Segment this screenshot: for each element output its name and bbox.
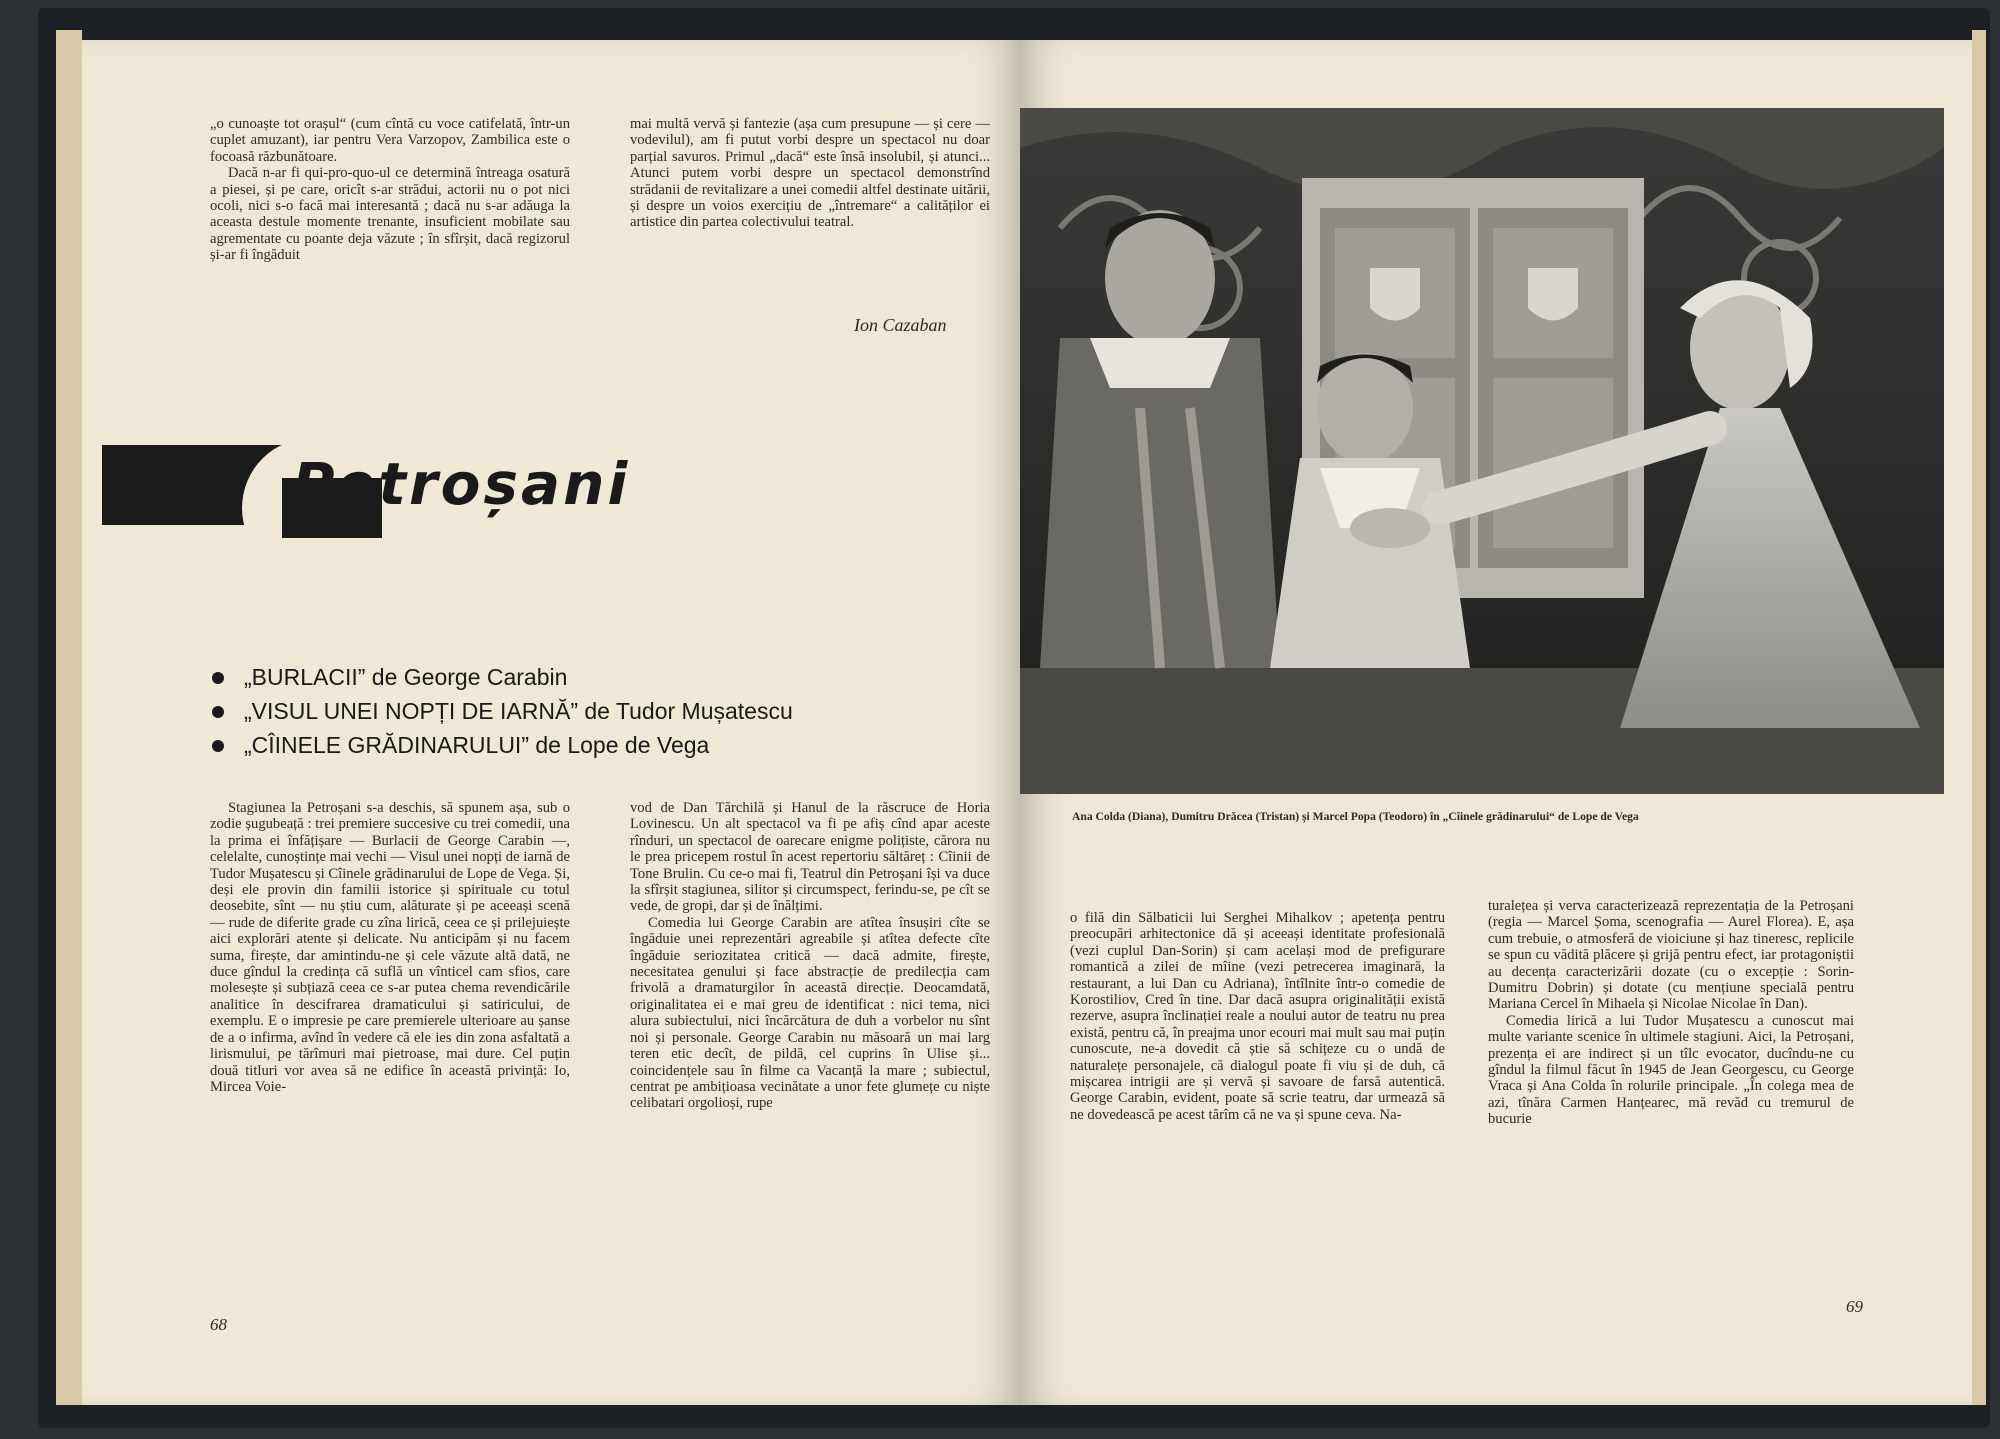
paragraph: Comedia lirică a lui Tudor Mușatescu a cunoscut mai multe variante scenice în ultimele stagiuni. Aici, la Petroșani, prezența ei are indirect și un tîlc evocator, ducîndu-ne cu gîndul la filmul făcut în 1945 de Jean Georgescu, cu George Vraca și Ana Colda în rolurile principale. „În colega mea de azi, tînăra Carmen Hanțearec, mă revăd cu tremurul de bucurie xyxy=(1488,1012,1854,1128)
photo-caption: Ana Colda (Diana), Dumitru Drăcea (Tristan) și Marcel Popa (Teodoro) în „Cîinele grădinarului“ de Lope de Vega xyxy=(1072,810,1639,823)
bullet-icon xyxy=(212,740,224,752)
article-column-2 xyxy=(630,800,990,1112)
play-item: „CÎINELE GRĂDINARULUI” de Lope de Vega xyxy=(212,728,793,762)
article-column-3 xyxy=(1070,910,1445,1123)
paragraph: mai multă vervă și fantezie (așa cum presupune — și cere — vodevilul), am fi putut vorbi despre un spectacol nu doar parțial savuros. Primul „dacă“ este însă insolubil, și atunci... Atunci putem vorbi despre un spectacol demonstrînd strădanii de revitalizare a unei comedii altfel destinate uitării, și despre un voios exercițiu de „întremare“ a calităților ei artistice din partea colectivului teatral. xyxy=(630,116,990,231)
page-edges-left xyxy=(56,30,82,1405)
page-edges-right xyxy=(1972,30,1986,1405)
bullet-icon xyxy=(212,706,224,718)
author-signature: Ion Cazaban xyxy=(854,315,947,335)
article-end-column-2 xyxy=(630,116,990,231)
left-page xyxy=(82,40,1020,1405)
article-column-1 xyxy=(210,800,570,1095)
play-item: „VISUL UNEI NOPȚI DE IARNĂ” de Tudor Mușatescu xyxy=(212,694,793,728)
plays-list xyxy=(212,660,793,762)
right-page xyxy=(1020,40,1972,1405)
paragraph: turalețea și verva caracterizează reprezentația de la Petroșani (regia — Marcel Șoma, scenografia — Aurel Florea). E, așa cum trebuie, o atmosferă de vioiciune și haz tineresc, replicile se spun cu vădită plăcere și grijă pentru efect, iar protagoniștii au decența caracterizării dozate (cu o excepție : Sorin-Dumitru Dobrin) și dotate (cu mențiune specială pentru Mariana Cercel în Mihaela și Nicolae Nicolae în Dan). xyxy=(1488,898,1854,1013)
paragraph: o filă din Sălbaticii lui Serghei Mihalkov ; apetența pentru preocupări arhitectonice dă și aceeași identitate profesională (vezi cuplul Dan-Sorin) și cam același mod de prefigurare romantică a zilei de mîine (vezi petrecerea imaginară, la restaurant, a lui Dan cu Adriana), întîlnite într-o comedie de Korostiliov, Cred în tine. Dar dacă asupra originalității există rezerve, asupra înclinației reale a noului autor de teatru nu prea există, pentru că, în preajma unor ecouri mai mult sau mai puțin cunoscute, ne-a dovedit că știe să schițeze cu o undă de naturalețe personajele, că dialogul poate fi viu și de duh, că mișcarea intrigii are și vervă și savoare de farsă autentică. George Carabin, evident, poate să scrie teatru, dar urmează să ne dovedească pe acest tărîm că ne va și spune ceva. Na- xyxy=(1070,910,1445,1123)
play-item: „BURLACII” de George Carabin xyxy=(212,660,793,694)
bullet-icon xyxy=(212,672,224,684)
paragraph: Comedia lui George Carabin are atîtea însușiri cîte se îngăduie unei reprezentări agreabile și atîtea defecte cîte îngăduie seriozitatea critică — dacă admite, firește, necesitatea genului și face abstracție de predilecția cam frivolă a dramaturgilor în această direcție. Deocamdată, originalitatea ei e mai greu de identificat : nici tema, nici alura subiectului, nici încărcătura de duh a vorbelor nu sînt noi și personale. George Carabin nu măsoară un mai larg teren etic decît, de pildă, cel cuprins în Ulise și... coincidențele sau în filme ca Vacanță la mare ; subiectul, centrat pe ambițioasa vecinătate a unor fete glumețe cu niște celibatari orgolioși, rupe xyxy=(630,914,990,1112)
page-number: 69 xyxy=(1846,1297,1863,1316)
theatre-photo xyxy=(1020,108,1944,794)
article-column-4 xyxy=(1488,898,1854,1128)
paragraph: vod de Dan Tărchilă și Hanul de la răscruce de Horia Lovinescu. Un alt spectacol va fi pe afiș cînd apar aceste rînduri, un spectacol de oarecare enigme polițiste, cărora nu le prea pricepem rostul în acest repertoriu săltăreț : Cîinii de Tone Brulin. Cu ce-o mai fi, Teatrul din Petroșani își va duce la sfîrșit stagiunea, silitor și circumspect, ferindu-se, pe cît se vede, de gropi, dar și de înălțimi. xyxy=(630,800,990,915)
article-end-column-1 xyxy=(210,116,570,264)
section-city-title: Petroșani xyxy=(292,450,631,518)
page-number: 68 xyxy=(210,1315,227,1334)
paragraph: Stagiunea la Petroșani s-a deschis, să spunem așa, sub o zodie șugubeață : trei premiere succesive cu trei comedii, una la prima ei înfățișare — Burlacii de George Carabin —, celelalte, cunoștințe mai vechi — Visul unei nopți de iarnă de Tudor Mușatescu și Cîinele grădinarului de Lope de Vega. Și, deși ele provin din familii istorice și spirituale cu totul deosebite, sînt — nu știu cum, alăturate și pe aceeași scenă — rude de diferite grade cu zîna lirică, ceea ce și prilejuiește aici explorări atente și delicate. Nu anticipăm și nu facem suma, firește, dar amintindu-ne și cele văzute altă dată, ne duce gîndul la credința că suflă un vînticel cam sfios, care molesește și subțiază ceea ce s-ar putea chema revendicările analitice în descifrarea dramaticului și satiricului, de exemplu. E o impresie pe care premierele ulterioare au șanse de a o infirma, avînd în vedere că ele ies din zona asfaltată a lirismului, pe tărîmuri mai pietroase, mai dure. Cel puțin două titluri vor avea să ne edifice în această privință: Io, Mircea Voie- xyxy=(210,800,570,1095)
paragraph: Dacă n-ar fi qui-pro-quo-ul ce determină întreaga osatură a piesei, și pe care, oricît s-ar strădui, actorii nu o pot nici ocoli, nici s-o facă mai interesantă ; dacă nu s-ar adăuga la aceasta destule momente trenante, insuficient mobilate sau agrementate cu poante deja văzute ; în sfîrșit, dacă regizorul și-ar fi îngăduit xyxy=(210,165,570,264)
paragraph: „o cunoaște tot orașul“ (cum cîntă cu voce catifelată, într-un cuplet amuzant), iar pentru Vera Varzopov, Zambilica este o focoasă răzbunătoare. xyxy=(210,116,570,165)
